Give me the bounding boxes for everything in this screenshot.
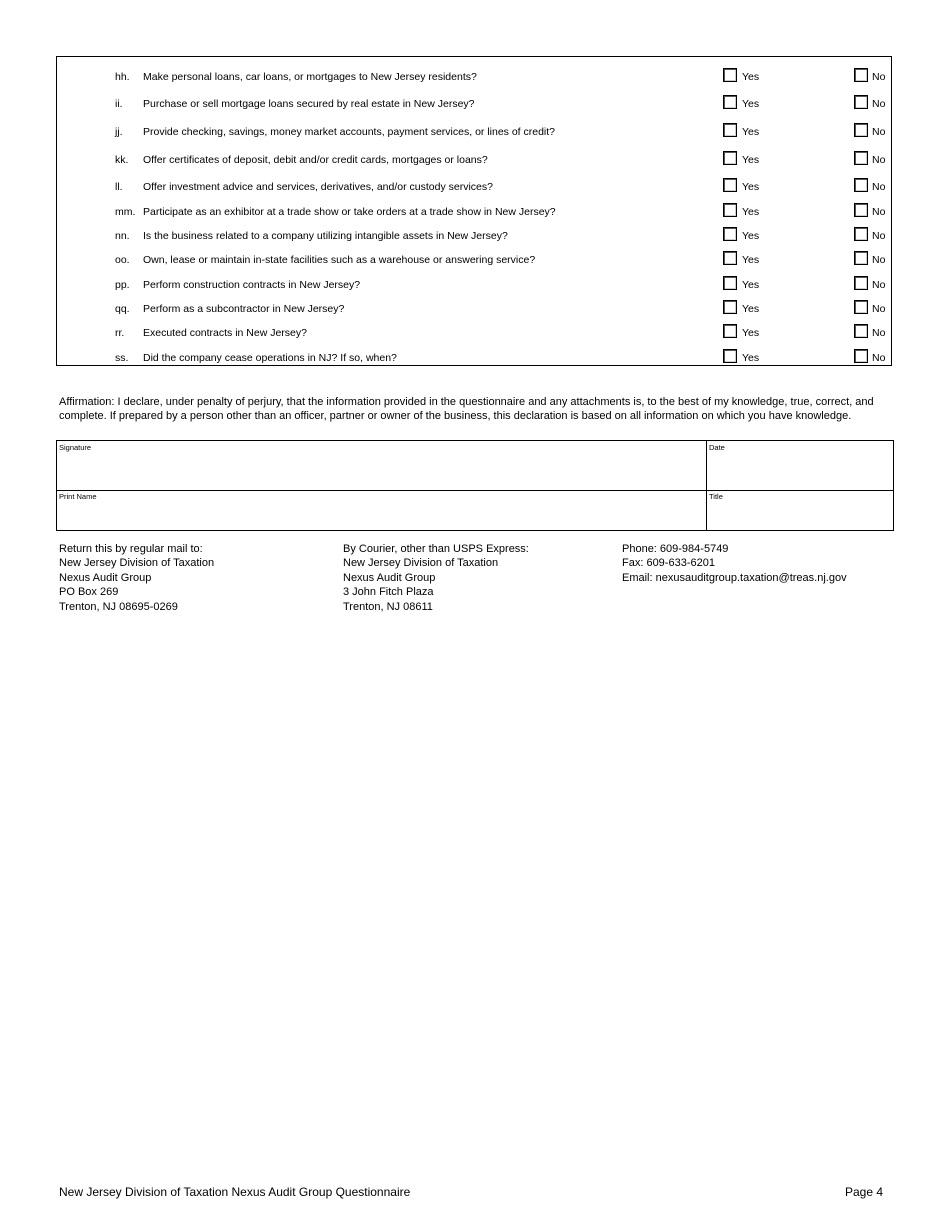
question-text: Provide checking, savings, money market accounts, payment services, or lines of credit? <box>143 126 556 138</box>
yes-label: Yes <box>742 181 760 193</box>
question-row-jj <box>57 122 891 142</box>
courier-line: Nexus Audit Group <box>343 571 436 584</box>
question-letter: qq. <box>115 303 130 315</box>
no-checkbox[interactable] <box>854 276 868 290</box>
question-row-ss <box>57 348 891 368</box>
no-label: No <box>872 279 886 291</box>
yes-label: Yes <box>742 206 760 218</box>
no-checkbox[interactable] <box>854 300 868 314</box>
question-letter: kk. <box>115 154 129 166</box>
question-text: Offer certificates of deposit, debit and/or credit cards, mortgages or loans? <box>143 154 488 166</box>
no-checkbox[interactable] <box>854 324 868 338</box>
fax-number: Fax: 609-633-6201 <box>622 557 715 570</box>
yes-checkbox[interactable] <box>723 123 737 137</box>
no-checkbox[interactable] <box>854 178 868 192</box>
question-text: Perform as a subcontractor in New Jersey? <box>143 303 345 315</box>
no-checkbox[interactable] <box>854 68 868 82</box>
print-name-field[interactable] <box>57 502 705 530</box>
signature-field[interactable] <box>57 453 705 489</box>
yes-label: Yes <box>742 303 760 315</box>
question-letter: mm. <box>115 206 136 218</box>
yes-label: Yes <box>742 126 760 138</box>
no-label: No <box>872 154 886 166</box>
no-label: No <box>872 181 886 193</box>
yes-checkbox[interactable] <box>723 95 737 109</box>
question-text: Is the business related to a company utilizing intangible assets in New Jersey? <box>143 230 508 242</box>
signature-label: Signature <box>59 443 92 452</box>
no-checkbox[interactable] <box>854 251 868 265</box>
question-text: Offer investment advice and services, derivatives, and/or custody services? <box>143 181 493 193</box>
question-row-qq <box>57 299 891 319</box>
title-label: Title <box>709 492 723 501</box>
question-row-kk <box>57 150 891 170</box>
no-checkbox[interactable] <box>854 227 868 241</box>
no-label: No <box>872 126 886 138</box>
courier-line: Trenton, NJ 08611 <box>343 600 433 613</box>
no-checkbox[interactable] <box>854 349 868 363</box>
no-label: No <box>872 230 886 242</box>
question-letter: ii. <box>115 98 123 110</box>
date-label: Date <box>709 443 725 452</box>
question-row-ii <box>57 94 891 114</box>
question-text: Executed contracts in New Jersey? <box>143 327 307 339</box>
courier-line: New Jersey Division of Taxation <box>343 557 499 570</box>
question-letter: rr. <box>115 327 125 339</box>
yes-label: Yes <box>742 254 760 266</box>
signature-block <box>56 440 894 531</box>
mail-heading: Return this by regular mail to: <box>59 543 203 555</box>
courier-line: 3 John Fitch Plaza <box>343 586 434 599</box>
question-text: Perform construction contracts in New Jersey? <box>143 279 361 291</box>
question-text: Own, lease or maintain in-state facilities such as a warehouse or answering service? <box>143 254 536 266</box>
mail-line: New Jersey Division of Taxation <box>59 557 215 570</box>
yes-checkbox[interactable] <box>723 300 737 314</box>
no-label: No <box>872 254 886 266</box>
question-row-mm <box>57 202 891 222</box>
yes-checkbox[interactable] <box>723 324 737 338</box>
signature-divider-horizontal <box>57 490 893 491</box>
question-letter: jj. <box>115 126 123 138</box>
yes-checkbox[interactable] <box>723 151 737 165</box>
page-number: Page 4 <box>845 1185 884 1199</box>
question-text: Purchase or sell mortgage loans secured by real estate in New Jersey? <box>143 98 475 110</box>
mail-line: PO Box 269 <box>59 586 119 599</box>
question-text: Participate as an exhibitor at a trade show or take orders at a trade show in New Jersey? <box>143 206 556 218</box>
question-letter: pp. <box>115 279 130 291</box>
question-row-nn <box>57 226 891 246</box>
title-field[interactable] <box>707 502 893 530</box>
no-label: No <box>872 98 886 110</box>
question-row-pp <box>57 275 891 295</box>
question-letter: ll. <box>115 181 123 193</box>
yes-checkbox[interactable] <box>723 68 737 82</box>
question-row-hh <box>57 67 891 87</box>
yes-label: Yes <box>742 71 760 83</box>
question-row-ll <box>57 177 891 197</box>
email-address: Email: nexusauditgroup.taxation@treas.nj.gov <box>622 571 847 584</box>
date-field[interactable] <box>707 453 893 489</box>
no-label: No <box>872 206 886 218</box>
footer-title: New Jersey Division of Taxation Nexus Audit Group Questionnaire <box>59 1185 411 1199</box>
question-letter: oo. <box>115 254 130 266</box>
question-row-oo <box>57 250 891 270</box>
yes-checkbox[interactable] <box>723 203 737 217</box>
no-checkbox[interactable] <box>854 95 868 109</box>
yes-label: Yes <box>742 154 760 166</box>
no-checkbox[interactable] <box>854 203 868 217</box>
question-letter: ss. <box>115 352 129 364</box>
question-letter: hh. <box>115 71 130 83</box>
question-text: Make personal loans, car loans, or mortgages to New Jersey residents? <box>143 71 477 83</box>
yes-checkbox[interactable] <box>723 178 737 192</box>
yes-label: Yes <box>742 230 760 242</box>
mail-line: Nexus Audit Group <box>59 571 152 584</box>
question-row-rr <box>57 323 891 343</box>
yes-label: Yes <box>742 279 760 291</box>
yes-checkbox[interactable] <box>723 349 737 363</box>
yes-checkbox[interactable] <box>723 276 737 290</box>
question-letter: nn. <box>115 230 130 242</box>
no-label: No <box>872 352 886 364</box>
mail-line: Trenton, NJ 08695-0269 <box>59 600 178 613</box>
no-label: No <box>872 327 886 339</box>
mail-address <box>59 542 214 614</box>
no-label: No <box>872 71 886 83</box>
print-name-label: Print Name <box>59 492 97 501</box>
courier-address <box>343 542 529 614</box>
phone-number: Phone: 609-984-5749 <box>622 543 729 555</box>
yes-label: Yes <box>742 352 760 364</box>
no-checkbox[interactable] <box>854 151 868 165</box>
yes-label: Yes <box>742 98 760 110</box>
yes-checkbox[interactable] <box>723 251 737 265</box>
questionnaire-section <box>56 56 892 366</box>
contact-info <box>622 542 847 585</box>
no-label: No <box>872 303 886 315</box>
question-text: Did the company cease operations in NJ? If so, when? <box>143 352 397 364</box>
yes-label: Yes <box>742 327 760 339</box>
courier-heading: By Courier, other than USPS Express: <box>343 543 529 555</box>
affirmation-text: Affirmation: I declare, under penalty of perjury, that the information provided in the questionnaire and any attachments is, to the best of my knowledge, true, correct, and complete. If prepared by a person other than an officer, partner or owner of the business, this declaration is based on all information on which you have knowledge. <box>59 396 874 422</box>
no-checkbox[interactable] <box>854 123 868 137</box>
yes-checkbox[interactable] <box>723 227 737 241</box>
